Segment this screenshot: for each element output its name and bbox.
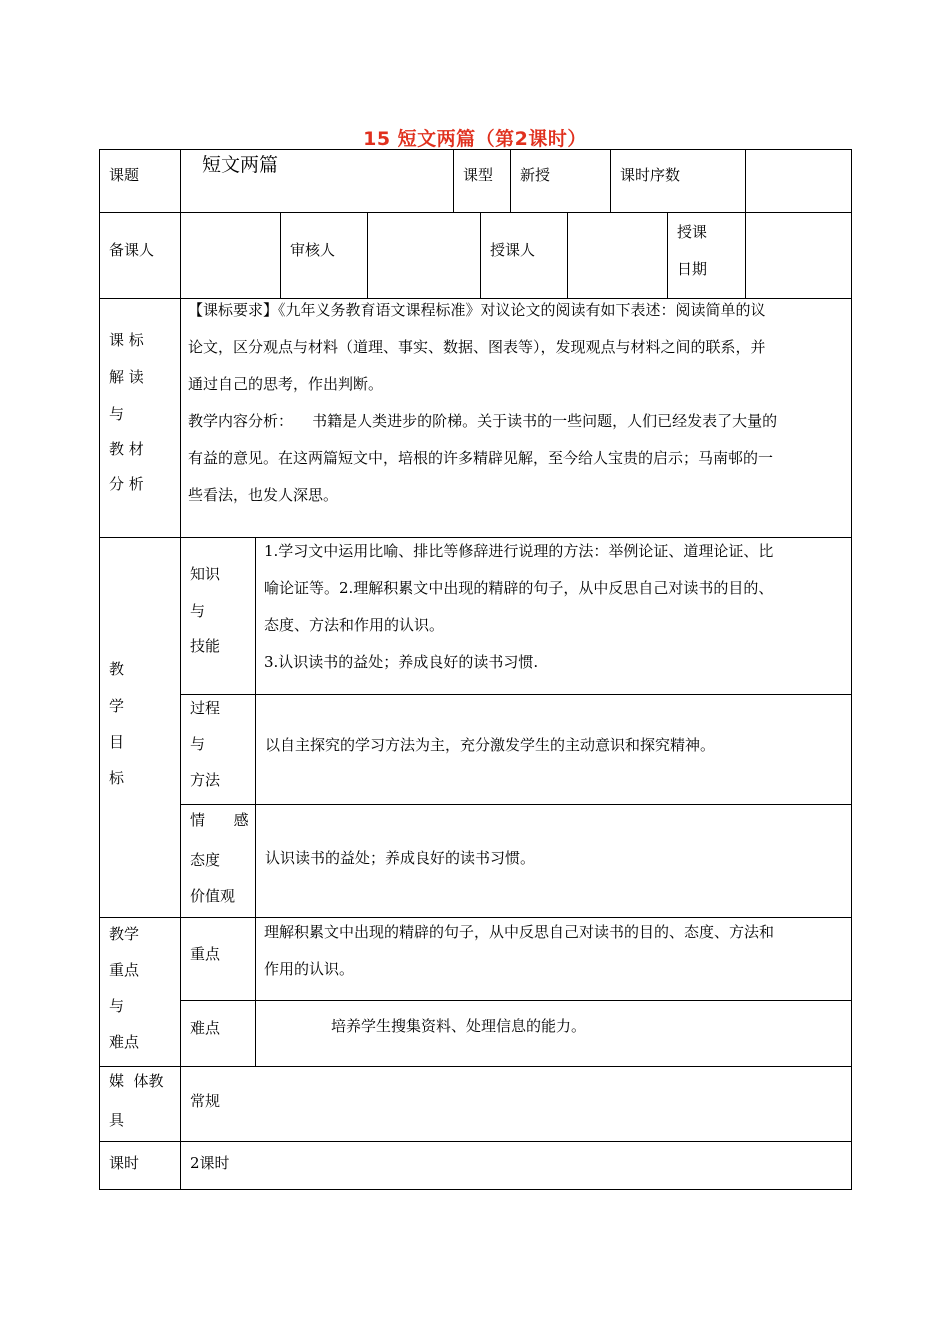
goals-label-line: 目	[109, 733, 125, 751]
hours-label: 课时	[109, 1154, 140, 1172]
focus-line: 作用的认识。	[264, 960, 355, 978]
knowledge-label-line: 知识	[190, 565, 221, 583]
reviewer-label: 审核人	[290, 241, 336, 259]
emotion-label-line: 情 感	[190, 811, 249, 829]
difficulty-label: 难点	[190, 1019, 221, 1037]
analysis-label-line: 解 读	[109, 368, 144, 386]
goals-label-line: 教	[109, 660, 125, 678]
focus-text	[264, 914, 849, 988]
knowledge-text	[264, 533, 849, 681]
process-label-line: 过程	[190, 699, 221, 717]
page-title: 15 短文两篇（第2课时）	[363, 128, 587, 150]
emotion-label-line: 态度	[190, 851, 221, 869]
knowledge-line: 3.认识读书的益处；养成良好的读书习惯.	[264, 653, 539, 671]
cell-date-value	[745, 212, 852, 299]
date-label-2: 日期	[677, 260, 708, 278]
keypoints-label-line: 与	[109, 997, 125, 1015]
knowledge-line: 1.学习文中运用比喻、排比等修辞进行说理的方法：举例论证、道理论证、比	[264, 542, 774, 560]
knowledge-line: 态度、方法和作用的认识。	[264, 616, 445, 634]
cell-preparer-value	[180, 212, 281, 299]
goals-label-line: 标	[109, 769, 125, 787]
analysis-line: 【课标要求】《九年义务教育语文课程标准》对议论文的阅读有如下表述：阅读简单的议	[188, 301, 766, 319]
emotion-text: 认识读书的益处；养成良好的读书习惯。	[265, 849, 536, 867]
topic-value: 短文两篇	[202, 154, 279, 176]
analysis-text	[188, 292, 848, 514]
media-label-line: 具	[109, 1111, 125, 1129]
cell-teacher-value	[567, 212, 668, 299]
keypoints-label-line: 难点	[109, 1033, 140, 1051]
focus-line: 理解积累文中出现的精辟的句子，从中反思自己对读书的目的、态度、方法和	[264, 923, 775, 941]
difficulty-text: 培养学生搜集资料、处理信息的能力。	[331, 1017, 587, 1035]
analysis-line: 些看法，也发人深思。	[188, 486, 339, 504]
knowledge-label-line: 与	[190, 602, 206, 620]
type-value: 新授	[520, 166, 551, 184]
type-label: 课型	[463, 166, 494, 184]
analysis-label-line: 分 析	[109, 475, 144, 493]
topic-label: 课题	[109, 166, 140, 184]
hours-value: 2课时	[190, 1154, 230, 1172]
media-label-line: 媒 体教	[109, 1072, 164, 1090]
process-label-line: 与	[190, 735, 206, 753]
focus-label: 重点	[190, 945, 221, 963]
cell-reviewer-value	[367, 212, 481, 299]
knowledge-line: 喻论证等。2.理解积累文中出现的精辟的句子，从中反思自己对读书的目的、	[264, 579, 774, 597]
analysis-line: 通过自己的思考，作出判断。	[188, 375, 384, 393]
emotion-label-line: 价值观	[190, 887, 236, 905]
media-value: 常规	[190, 1092, 221, 1110]
cell-hours-value	[180, 1141, 852, 1190]
teacher-label: 授课人	[490, 241, 536, 259]
preparer-label: 备课人	[109, 241, 155, 259]
process-text: 以自主探究的学习方法为主，充分激发学生的主动意识和探究精神。	[265, 736, 716, 754]
process-label-line: 方法	[190, 771, 221, 789]
analysis-label-line: 教 材	[109, 440, 144, 458]
keypoints-label-line: 教学	[109, 925, 140, 943]
date-label-1: 授课	[677, 223, 708, 241]
cell-goals-label	[99, 537, 181, 918]
analysis-line: 教学内容分析： 书籍是人类进步的阶梯。关于读书的一些问题，人们已经发表了大量的	[188, 412, 778, 430]
keypoints-label-line: 重点	[109, 961, 140, 979]
analysis-line: 论文，区分观点与材料（道理、事实、数据、图表等），发现观点与材料之间的联系，并	[188, 338, 766, 356]
order-label: 课时序数	[620, 166, 681, 184]
cell-order-value	[745, 149, 852, 213]
goals-label-line: 学	[109, 697, 125, 715]
analysis-line: 有益的意见。在这两篇短文中，培根的许多精辟见解，至今给人宝贵的启示；马南邨的一	[188, 449, 774, 467]
cell-media-value	[180, 1066, 852, 1142]
analysis-label-line: 与	[109, 405, 125, 423]
analysis-label-line: 课 标	[109, 331, 144, 349]
knowledge-label-line: 技能	[190, 637, 221, 655]
